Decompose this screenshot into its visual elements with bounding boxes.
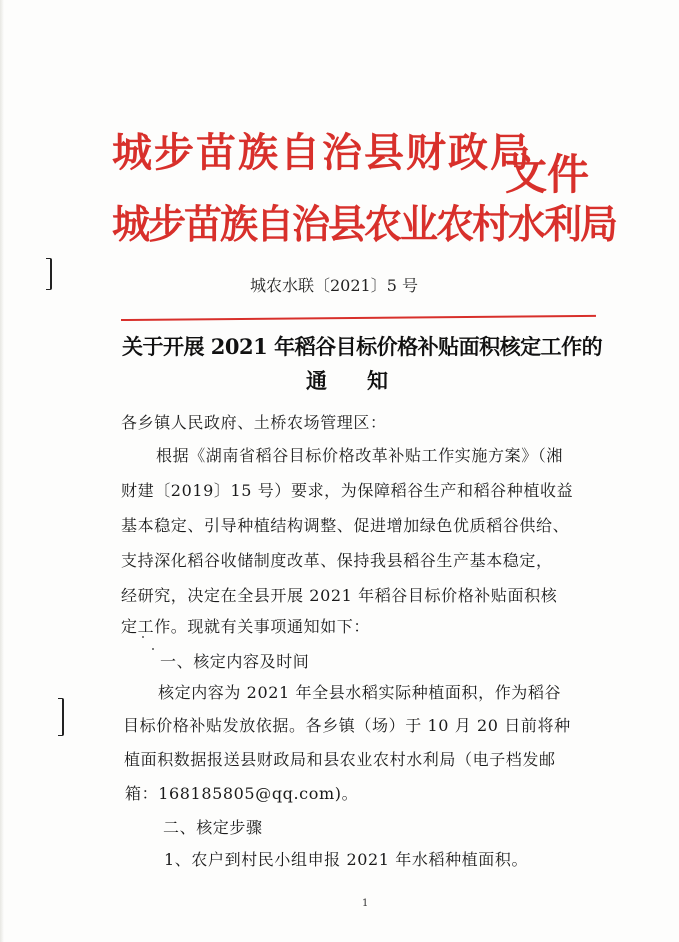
document-number: 城农水联〔2021〕5 号: [250, 276, 418, 295]
paragraph-line: 箱：168185805@qq.com)。: [125, 784, 359, 803]
paragraph-line: 经研究，决定在全县开展 2021 年稻谷目标价格补贴面积核: [121, 586, 558, 605]
paragraph-line: 植面积数据报送县财政局和县农业农村水利局（电子档发邮: [124, 750, 556, 769]
scan-speck: [142, 636, 144, 638]
paragraph-line: 基本稳定、引导种植结构调整、促进增加绿色优质稻谷供给、: [121, 516, 570, 535]
paragraph-line: 财建〔2019〕15 号）要求，为保障稻谷生产和稻谷种植收益: [121, 481, 574, 500]
title-char-tong: 通: [306, 368, 327, 393]
issuer-agriculture-bureau: 城步苗族自治县农业农村水利局: [112, 201, 617, 248]
page-number: 1: [362, 898, 369, 909]
salutation: 各乡镇人民政府、土桥农场管理区：: [121, 413, 387, 432]
title-char-zhi: 知: [367, 368, 388, 393]
notice-title: 关于开展 2021 年稻谷目标价格补贴面积核定工作的: [122, 334, 603, 359]
scan-edge-shadow: [0, 0, 4, 942]
binding-mark-icon: [46, 258, 52, 290]
section-heading: 二、核定步骤: [163, 818, 263, 837]
paragraph-line: 定工作。现就有关事项通知如下：: [121, 617, 371, 636]
paragraph-line: 目标价格补贴发放依据。各乡镇（场）于 10 月 20 日前将种: [123, 716, 571, 735]
paragraph-line: 根据《湖南省稻谷目标价格改革补贴工作实施方案》（湘: [156, 446, 564, 465]
paragraph-line: 核定内容为 2021 年全县水稻实际种植面积，作为稻谷: [158, 683, 562, 702]
scan-speck: [152, 648, 154, 650]
red-separator-line: [121, 315, 596, 321]
section-heading: 一、核定内容及时间: [160, 652, 310, 671]
binding-mark-icon: [58, 698, 64, 736]
issuer-finance-bureau: 城步苗族自治县财政局: [112, 130, 532, 176]
paragraph-line: 支持深化稻谷收储制度改革、保持我县稻谷生产基本稳定，: [121, 551, 553, 570]
step-item: 1、农户到村民小组申报 2021 年水稻种植面积。: [164, 850, 529, 869]
notice-title-line2: [306, 365, 388, 395]
document-type-label: 文件: [505, 150, 590, 199]
